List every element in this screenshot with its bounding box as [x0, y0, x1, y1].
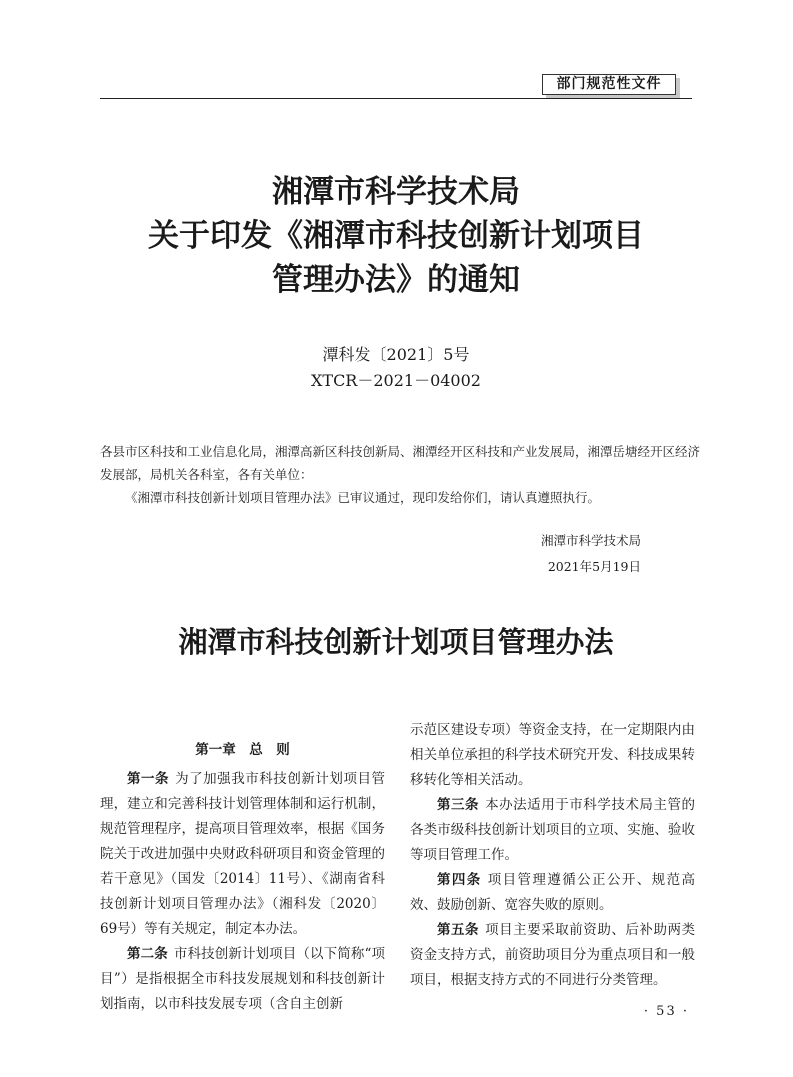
page-number: · 53 · [643, 1004, 689, 1019]
article-2 [100, 942, 385, 1017]
addressees: 各县市区科技和工业信息化局，湘潭高新区科技创新局、湘潭经开区科技和产业发展局，湘潭岳塘经开区经济发展部，局机关各科室，各有关单位： [100, 444, 701, 482]
article-label: 第五条 [437, 922, 480, 938]
signer-date: 2021年5月19日 [547, 559, 641, 574]
article-text: 为了加强我市科技创新计划项目管理，建立和完善科技计划管理体制和运行机制，规范管理程序，提高项目管理效率，根据《国务院关于改进加强中央财政科研项目和资金管理的若干意见》（国发〔2014〕11号）、《湖南省科技创新计划项目管理办法》（湘科发〔2020〕69号）等有关规定，制定本办法。 [100, 771, 386, 937]
recipients-block [100, 440, 700, 509]
document-title [100, 170, 692, 302]
document-number [100, 342, 692, 394]
article-text: 项目管理遵循公正公开、规范高效、鼓励创新、宽容失败的原则。 [410, 872, 695, 913]
article-label: 第四条 [437, 872, 482, 888]
section-tag: 部门规范性文件 [542, 74, 676, 95]
title-line-1: 湘潭市科学技术局 [272, 174, 520, 210]
article-3 [410, 793, 695, 868]
header-rule [100, 98, 692, 99]
article-text: 项目主要采取前资助、后补助两类资金支持方式，前资助项目分为重点项目和一般项目，根据支持方式的不同进行分类管理。 [410, 922, 696, 988]
notice-body: 《湘潭市科技创新计划项目管理办法》已审议通过，现印发给你们，请认真遵照执行。 [125, 490, 601, 505]
title-line-2: 关于印发《湘潭市科技创新计划项目 [148, 218, 644, 254]
article-1 [100, 767, 385, 942]
title-line-3: 管理办法》的通知 [272, 262, 520, 298]
article-text: 市科技创新计划项目（以下简称“项目”）是指根据全市科技发展规划和科技创新计划指南，以市科技发展专项（含自主创新 [100, 946, 386, 1012]
article-2-continued: 示范区建设专项）等资金支持，在一定期限内由相关单位承担的科学技术研究开发、科技成果转移转化等相关活动。 [410, 722, 695, 788]
chapter-heading: 第一章 总 则 [195, 742, 290, 758]
left-column [100, 732, 385, 1017]
article-label: 第二条 [127, 946, 168, 962]
doc-number-line-2: XTCR－2021－04002 [311, 371, 481, 390]
measures-title: 湘潭市科技创新计划项目管理办法 [178, 625, 614, 659]
article-label: 第三条 [437, 797, 480, 813]
article-5 [410, 918, 695, 993]
article-4 [410, 868, 695, 918]
signer-org: 湘潭市科学技术局 [540, 533, 641, 548]
article-label: 第一条 [127, 771, 170, 787]
right-column [410, 718, 695, 993]
article-text: 本办法适用于市科学技术局主管的各类市级科技创新计划项目的立项、实施、验收等项目管理工作。 [410, 797, 696, 863]
signature-block [541, 528, 641, 580]
doc-number-line-1: 潭科发〔2021〕5号 [322, 345, 470, 364]
